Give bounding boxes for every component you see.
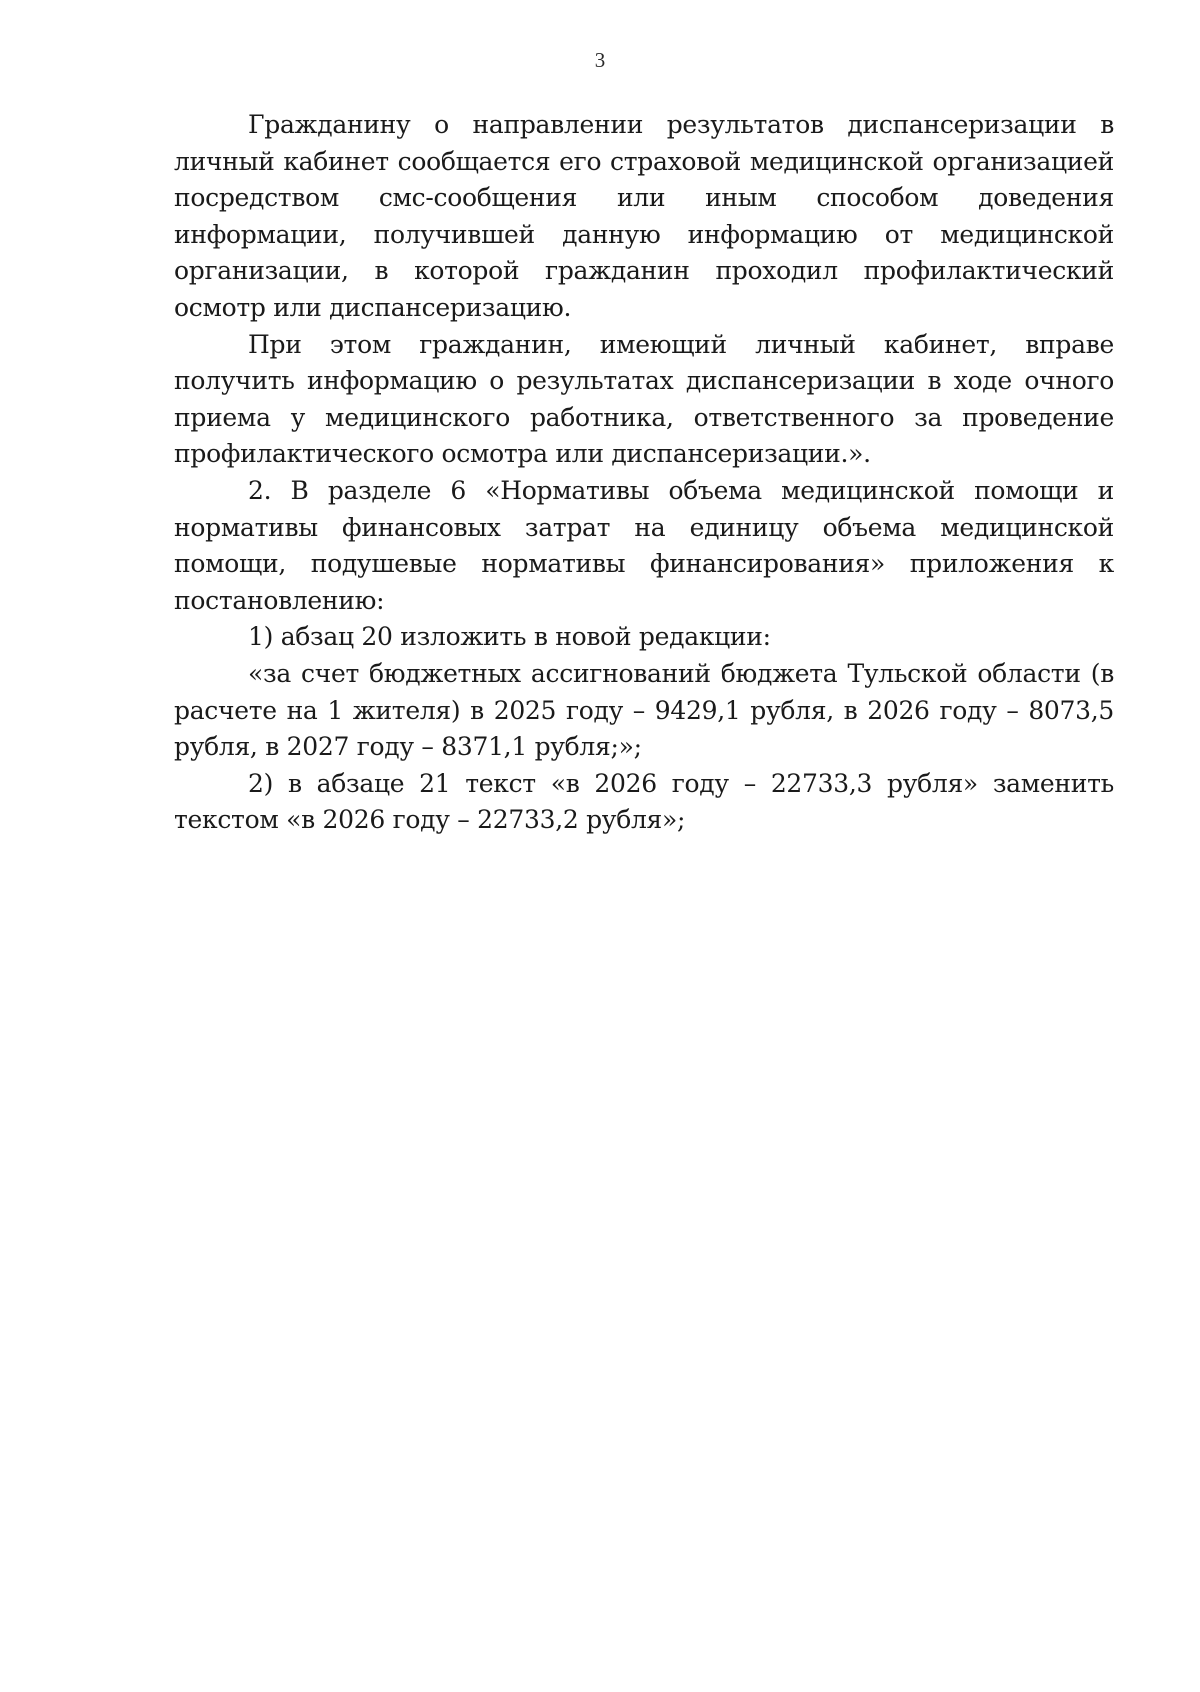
document-body <box>174 107 1114 839</box>
paragraph-section-6-amendment: 2. В разделе 6 «Нормативы объема медицинской помощи и нормативы финансовых затрат на единицу объема медицинской помощи, подушевые нормативы финансирования» приложения к постановлению: <box>174 475 1114 615</box>
paragraph-personal-cabinet-right: При этом гражданин, имеющий личный кабинет, вправе получить информацию о результатах диспансеризации в ходе очного приема у медицинского работника, ответственного за проведение профилактического осмотра или диспансеризации.». <box>174 329 1114 469</box>
page-number: 3 <box>594 48 606 72</box>
paragraph-item-1: 1) абзац 20 изложить в новой редакции: <box>248 622 771 652</box>
paragraph-results-notification: Гражданину о направлении результатов диспансеризации в личный кабинет сообщается его страховой медицинской организацией посредством смс-сообщения или иным способом доведения информации, получившей данную информацию от медицинской организации, в которой гражданин проходил профилактический осмотр или диспансеризацию. <box>174 110 1114 322</box>
paragraph-item-1-text: «за счет бюджетных ассигнований бюджета Тульской области (в расчете на 1 жителя) в 2025 году – 9429,1 рубля, в 2026 году – 8073,5 рубля, в 2027 году – 8371,1 рубля;»; <box>174 658 1114 762</box>
paragraph-item-2: 2) в абзаце 21 текст «в 2026 году – 22733,3 рубля» заменить текстом «в 2026 году – 22733,2 рубля»; <box>174 768 1114 835</box>
